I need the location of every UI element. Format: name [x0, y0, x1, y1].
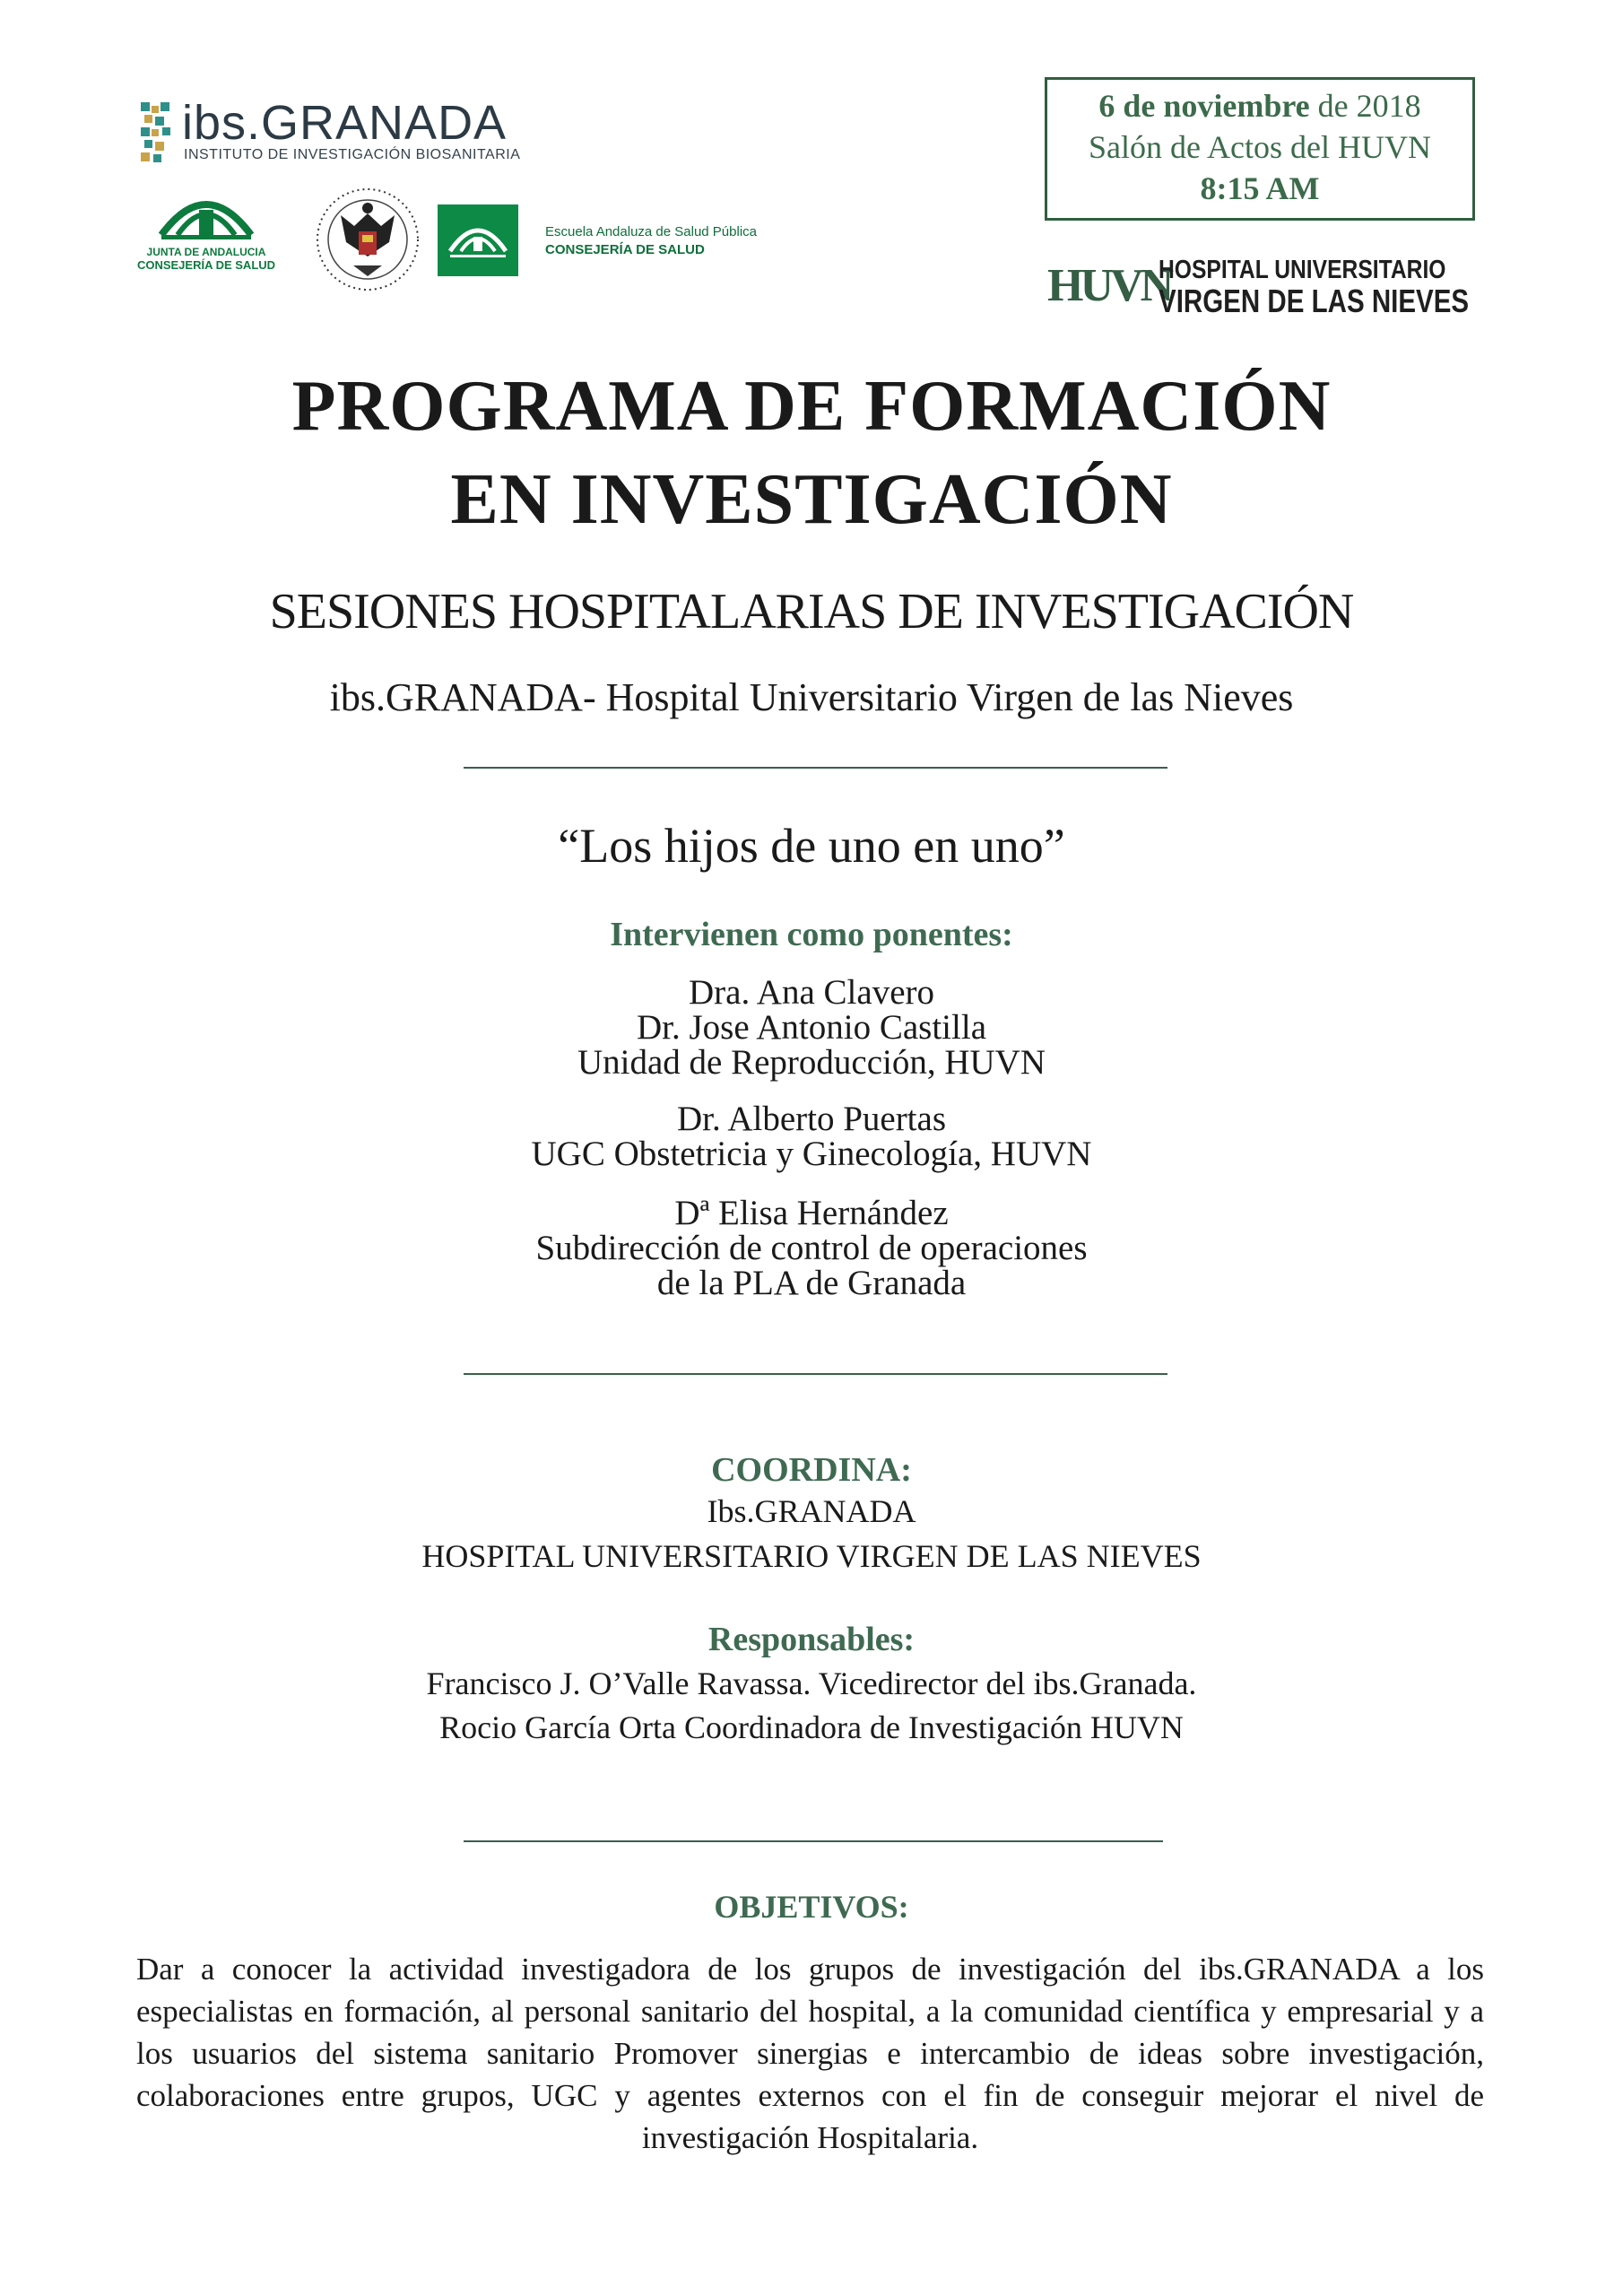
divider	[464, 1373, 1167, 1375]
session-subtitle: SESIONES HOSPITALARIAS DE INVESTIGACIÓN	[269, 584, 1354, 639]
hospital-logo-line1: HOSPITAL UNIVERSITARIO	[1159, 256, 1446, 284]
event-date	[1047, 85, 1472, 126]
divider	[464, 1840, 1163, 1842]
junta-arch-icon	[438, 204, 518, 276]
event-info-box	[1045, 77, 1475, 221]
junta-andalucia-logo	[135, 179, 278, 287]
organizer-line: ibs.GRANADA- Hospital Universitario Virgen de las Nieves	[329, 675, 1294, 719]
hospital-logo-line2: VIRGEN DE LAS NIEVES	[1159, 283, 1470, 319]
hospital-logo-mark: HUVN	[1047, 260, 1171, 311]
speakers-heading: Intervienen como ponentes:	[610, 916, 1013, 953]
speaker-line: Dr. Alberto Puertas	[676, 1100, 947, 1138]
speaker-line: Dª Elisa Hernández	[674, 1194, 949, 1232]
divider	[464, 767, 1167, 769]
event-time: 8:15 AM	[1200, 170, 1320, 206]
objetivos-heading: OBJETIVOS:	[714, 1889, 909, 1925]
speaker-line: Dra. Ana Clavero	[689, 973, 934, 1012]
speaker-line: Dr. Jose Antonio Castilla	[637, 1008, 986, 1047]
coordina-line: Ibs.GRANADA	[707, 1493, 916, 1529]
event-place: Salón de Actos del HUVN	[1089, 129, 1431, 165]
responsable-line: Francisco J. O’Valle Ravassa. Vicedirector del ibs.Granada.	[426, 1665, 1197, 1701]
responsables-heading: Responsables:	[707, 1621, 916, 1658]
coordina-heading: COORDINA:	[711, 1451, 912, 1489]
event-date-bold: 6 de noviembre	[1098, 88, 1310, 124]
easp-logo	[438, 204, 760, 276]
hospital-logo	[1047, 256, 1487, 318]
junta-line2: CONSEJERÍA DE SALUD	[136, 258, 276, 272]
easp-line2: CONSEJERÍA DE SALUD	[545, 242, 705, 257]
ibs-mosaic-icon	[139, 100, 173, 165]
easp-line1: Escuela Andaluza de Salud Pública	[545, 224, 758, 239]
responsable-line: Rocio García Orta Coordinadora de Investigación HUVN	[439, 1709, 1184, 1745]
program-title-line2: EN INVESTIGACIÓN	[450, 460, 1173, 539]
talk-title: “Los hijos de uno en uno”	[558, 819, 1065, 873]
event-date-year: de 2018	[1309, 88, 1421, 124]
speaker-line: Subdirección de control de operaciones	[535, 1229, 1088, 1267]
objetivos-text: Dar a conocer la actividad investigadora de los grupos de investigación del ibs.GRANADA a los especialistas en formación, al personal sanitario del hospital, a la comunidad científica y empresarial y a los usuarios del sistema sanitario Promover sinergias e intercambio de ideas sobre investigación, colaboraciones entre grupos, UGC y agentes externos con el fin de conseguir mejorar el nivel de investigación Hospitalaria.	[136, 1952, 1484, 2155]
junta-line1: JUNTA DE ANDALUCIA	[146, 246, 266, 258]
speaker-line: Unidad de Reproducción, HUVN	[577, 1043, 1046, 1082]
coordina-line: HOSPITAL UNIVERSITARIO VIRGEN DE LAS NIEVES	[421, 1538, 1202, 1574]
university-seal-icon	[314, 179, 421, 300]
junta-arch-icon	[152, 179, 260, 244]
ibs-logo-subtitle: INSTITUTO DE INVESTIGACIÓN BIOSANITARIA	[184, 147, 521, 162]
program-title-line1: PROGRAMA DE FORMACIÓN	[291, 367, 1332, 446]
speaker-line: de la PLA de Granada	[656, 1264, 967, 1302]
easp-logo-box	[438, 204, 518, 276]
speaker-line: UGC Obstetricia y Ginecología, HUVN	[531, 1135, 1092, 1173]
ibs-logo-name: ibs.GRANADA	[182, 96, 508, 150]
ibs-granada-logo	[139, 97, 542, 169]
